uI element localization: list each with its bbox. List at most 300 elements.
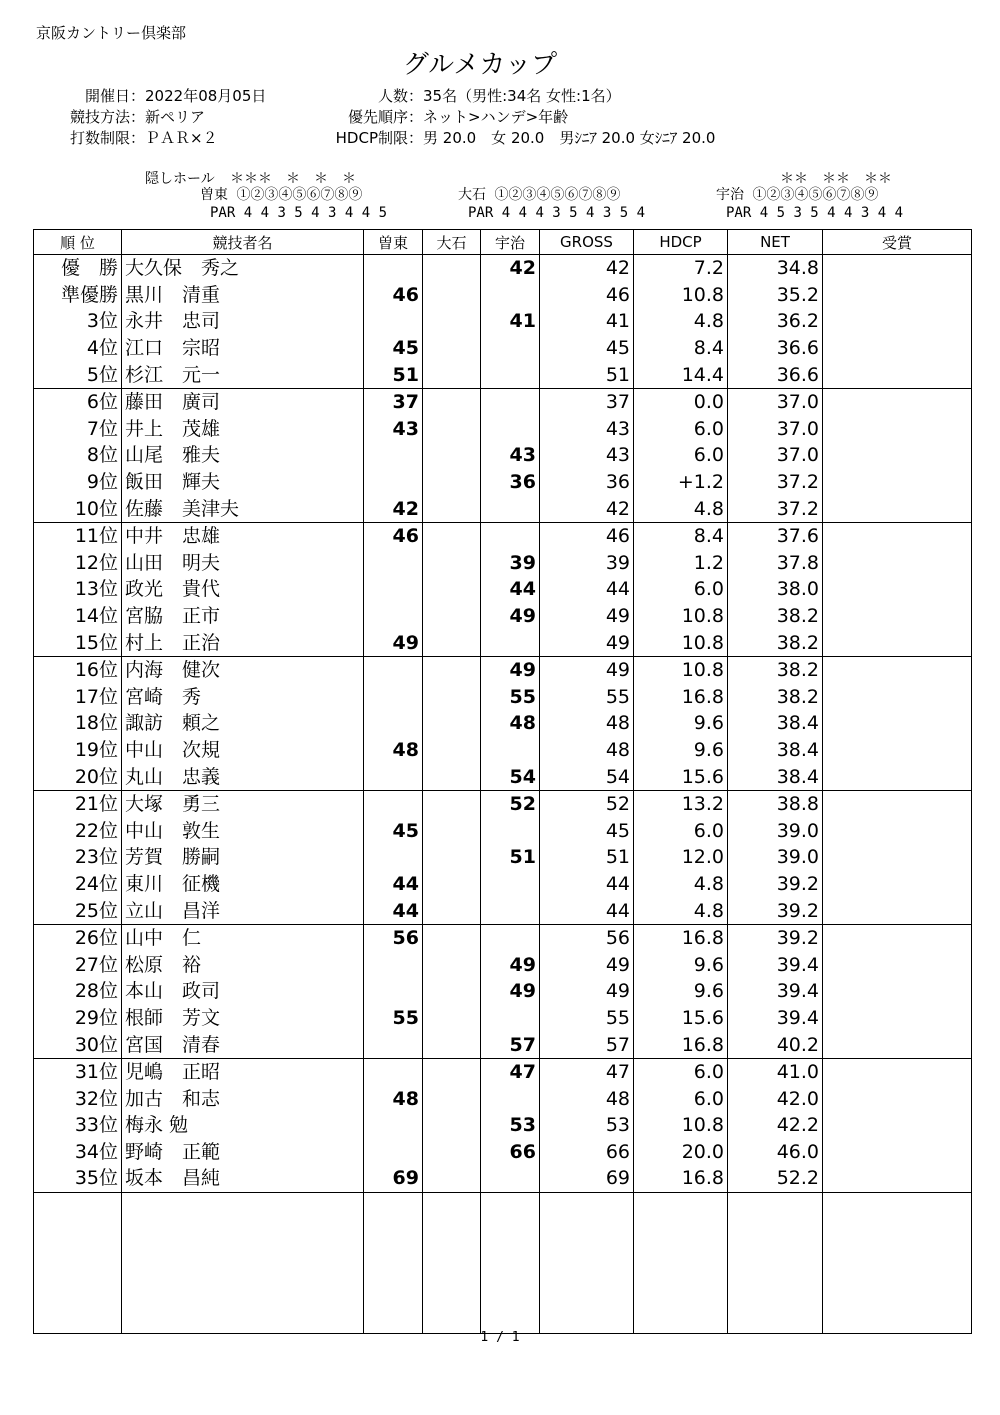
net-cell: 39.2 — [728, 924, 823, 951]
course-2-score — [423, 416, 481, 443]
award-cell — [823, 469, 972, 496]
name-cell: 山田 明夫 — [122, 550, 364, 577]
award-cell — [823, 335, 972, 362]
hdcp-cell: 9.6 — [634, 978, 728, 1005]
course-1-score — [364, 656, 423, 683]
gross-cell: 42 — [540, 495, 634, 522]
net-cell: 39.2 — [728, 897, 823, 924]
page-number: 1 / 1 — [480, 1330, 520, 1345]
rank-cell: 24位 — [34, 871, 122, 898]
hdcp-cell: 8.4 — [634, 522, 728, 549]
limit-label: 打数制限 — [69, 129, 130, 147]
award-cell — [823, 951, 972, 978]
hdcp-cell: 0.0 — [634, 388, 728, 415]
hdcp-cell: 8.4 — [634, 335, 728, 362]
course-3-score: 44 — [481, 576, 540, 603]
award-cell — [823, 576, 972, 603]
course-2-score — [423, 255, 481, 282]
rank-cell: 4位 — [34, 335, 122, 362]
hidden-hole-label: 隠しホール — [145, 171, 215, 187]
course-1-holes — [200, 187, 362, 203]
method-value: 新ペリア — [145, 108, 206, 126]
course-2-score — [423, 629, 481, 656]
name-cell: 村上 正治 — [122, 629, 364, 656]
award-cell — [823, 416, 972, 443]
course-3-score: 49 — [481, 978, 540, 1005]
net-cell: 38.4 — [728, 737, 823, 764]
course-1-hole-numbers: ①②③④⑤⑥⑦⑧⑨ — [236, 187, 363, 203]
course-2-score — [423, 442, 481, 469]
hdcp-cell: 9.6 — [634, 710, 728, 737]
table-row — [34, 897, 972, 924]
gross-cell: 37 — [540, 388, 634, 415]
info-left: 開催日：2022年08月05日 競技方法：新ペリア 打数制限：ＰＡＲ×２ — [48, 86, 266, 149]
award-cell — [823, 656, 972, 683]
rank-cell: 18位 — [34, 710, 122, 737]
course-3-score: 49 — [481, 951, 540, 978]
rank-cell: 10位 — [34, 495, 122, 522]
course-1-name: 曽東 — [200, 187, 228, 203]
net-cell: 37.0 — [728, 388, 823, 415]
course-2-holes — [458, 187, 620, 203]
course-1-score: 44 — [364, 897, 423, 924]
name-cell: 加古 和志 — [122, 1085, 364, 1112]
table-row — [34, 550, 972, 577]
table-row — [34, 790, 972, 817]
empty-cell — [364, 1192, 423, 1333]
course-2-score — [423, 737, 481, 764]
gross-cell: 49 — [540, 629, 634, 656]
name-cell: 中山 敦生 — [122, 817, 364, 844]
course-2-score — [423, 335, 481, 362]
name-cell: 児嶋 正昭 — [122, 1058, 364, 1085]
name-cell: 井上 茂雄 — [122, 416, 364, 443]
table-row — [34, 1031, 972, 1058]
course-2-par — [468, 205, 645, 221]
award-cell — [823, 550, 972, 577]
course-2-hole-numbers: ①②③④⑤⑥⑦⑧⑨ — [494, 187, 621, 203]
name-cell: 坂本 昌純 — [122, 1165, 364, 1192]
course-2-score — [423, 361, 481, 388]
course-3-score: 43 — [481, 442, 540, 469]
award-cell — [823, 1112, 972, 1139]
net-cell: 37.2 — [728, 469, 823, 496]
empty-cell — [634, 1192, 728, 1333]
hdcp-cell: 13.2 — [634, 790, 728, 817]
course-1-score — [364, 442, 423, 469]
table-row — [34, 1139, 972, 1166]
course-2-score — [423, 978, 481, 1005]
course-1-par-values: 4 4 3 5 4 3 4 4 5 — [243, 205, 388, 221]
gross-cell: 51 — [540, 844, 634, 871]
net-cell: 38.2 — [728, 603, 823, 630]
course-1-score: 46 — [364, 522, 423, 549]
count-value: 35名（男性:34名 女性:1名） — [423, 87, 621, 105]
rank-cell: 28位 — [34, 978, 122, 1005]
course-3-hole-numbers: ①②③④⑤⑥⑦⑧⑨ — [752, 187, 879, 203]
rank-cell: 13位 — [34, 576, 122, 603]
hdcp-limit-label: HDCP制限 — [335, 129, 408, 147]
name-cell: 飯田 輝夫 — [122, 469, 364, 496]
net-cell: 35.2 — [728, 282, 823, 309]
header-gross: GROSS — [540, 230, 634, 255]
gross-cell: 44 — [540, 871, 634, 898]
empty-cell — [423, 1192, 481, 1333]
table-row — [34, 656, 972, 683]
empty-cell — [728, 1192, 823, 1333]
course-2-score — [423, 522, 481, 549]
name-cell: 根師 芳文 — [122, 1005, 364, 1032]
course-3-par-label: PAR — [726, 205, 752, 221]
course-2-score — [423, 1112, 481, 1139]
hdcp-cell: 15.6 — [634, 763, 728, 790]
table-header — [34, 230, 972, 255]
course-2-score — [423, 1139, 481, 1166]
award-cell — [823, 737, 972, 764]
course-2-score — [423, 656, 481, 683]
course-1-score: 51 — [364, 361, 423, 388]
net-cell: 38.0 — [728, 576, 823, 603]
course-3-score — [481, 416, 540, 443]
award-cell — [823, 629, 972, 656]
course-3-score: 53 — [481, 1112, 540, 1139]
empty-cell — [540, 1192, 634, 1333]
net-cell: 39.4 — [728, 978, 823, 1005]
award-cell — [823, 603, 972, 630]
gross-cell: 49 — [540, 951, 634, 978]
empty-cell — [823, 1192, 972, 1333]
course-3-score: 52 — [481, 790, 540, 817]
gross-cell: 66 — [540, 1139, 634, 1166]
net-cell: 36.2 — [728, 308, 823, 335]
course-2-score — [423, 790, 481, 817]
course-2-score — [423, 1005, 481, 1032]
award-cell — [823, 710, 972, 737]
course-3-score: 66 — [481, 1139, 540, 1166]
table-row — [34, 442, 972, 469]
name-cell: 宮崎 秀 — [122, 684, 364, 711]
hdcp-cell: +1.2 — [634, 469, 728, 496]
rank-cell: 11位 — [34, 522, 122, 549]
rank-cell: 21位 — [34, 790, 122, 817]
table-row — [34, 361, 972, 388]
rank-cell: 30位 — [34, 1031, 122, 1058]
award-cell — [823, 388, 972, 415]
table-row — [34, 388, 972, 415]
hdcp-cell: 10.8 — [634, 656, 728, 683]
course-1-score — [364, 951, 423, 978]
course-1-par-label: PAR — [210, 205, 236, 221]
table-row — [34, 763, 972, 790]
name-cell: 佐藤 美津夫 — [122, 495, 364, 522]
award-cell — [823, 763, 972, 790]
course-1-score — [364, 790, 423, 817]
net-cell: 38.8 — [728, 790, 823, 817]
course-1-score — [364, 684, 423, 711]
net-cell: 38.2 — [728, 656, 823, 683]
course-2-score — [423, 282, 481, 309]
rank-cell: 35位 — [34, 1165, 122, 1192]
gross-cell: 45 — [540, 817, 634, 844]
rank-cell: 15位 — [34, 629, 122, 656]
table-row — [34, 817, 972, 844]
table-row — [34, 1005, 972, 1032]
net-cell: 38.4 — [728, 710, 823, 737]
course-2-par-label: PAR — [468, 205, 494, 221]
name-cell: 藤田 廣司 — [122, 388, 364, 415]
table-row — [34, 710, 972, 737]
hdcp-cell: 6.0 — [634, 416, 728, 443]
rank-cell: 23位 — [34, 844, 122, 871]
gross-cell: 54 — [540, 763, 634, 790]
hdcp-cell: 15.6 — [634, 1005, 728, 1032]
gross-cell: 46 — [540, 522, 634, 549]
course-3-score: 55 — [481, 684, 540, 711]
hdcp-cell: 6.0 — [634, 576, 728, 603]
course-2-score — [423, 469, 481, 496]
rank-cell: 32位 — [34, 1085, 122, 1112]
course-2-score — [423, 871, 481, 898]
gross-cell: 48 — [540, 737, 634, 764]
gross-cell: 56 — [540, 924, 634, 951]
hdcp-cell: 7.2 — [634, 255, 728, 282]
net-cell: 37.0 — [728, 416, 823, 443]
rank-cell: 34位 — [34, 1139, 122, 1166]
gross-cell: 44 — [540, 576, 634, 603]
award-cell — [823, 897, 972, 924]
net-cell: 39.0 — [728, 817, 823, 844]
course-3-score — [481, 737, 540, 764]
name-cell: 江口 宗昭 — [122, 335, 364, 362]
course-2-score — [423, 763, 481, 790]
course-1-par — [210, 205, 387, 221]
table-row — [34, 576, 972, 603]
course-3-score: 49 — [481, 603, 540, 630]
course-3-par — [726, 205, 903, 221]
course-3-score: 49 — [481, 656, 540, 683]
net-cell: 37.6 — [728, 522, 823, 549]
course-3-score — [481, 282, 540, 309]
course-2-score — [423, 684, 481, 711]
course-3-score: 41 — [481, 308, 540, 335]
course-3-score: 47 — [481, 1058, 540, 1085]
course-3-score — [481, 871, 540, 898]
course-1-score — [364, 978, 423, 1005]
gross-cell: 44 — [540, 897, 634, 924]
hdcp-cell: 6.0 — [634, 1058, 728, 1085]
rank-cell: 33位 — [34, 1112, 122, 1139]
gross-cell: 47 — [540, 1058, 634, 1085]
header-course-1: 曽東 — [364, 230, 423, 255]
hdcp-cell: 6.0 — [634, 442, 728, 469]
table-row — [34, 871, 972, 898]
hdcp-cell: 14.4 — [634, 361, 728, 388]
name-cell: 野崎 正範 — [122, 1139, 364, 1166]
course-1-score — [364, 469, 423, 496]
header-name: 競技者名 — [122, 230, 364, 255]
course-1-score: 49 — [364, 629, 423, 656]
count-label: 人数 — [377, 87, 408, 105]
course-1-score — [364, 603, 423, 630]
results-table — [33, 229, 972, 1334]
rank-cell: 7位 — [34, 416, 122, 443]
hdcp-cell: 9.6 — [634, 737, 728, 764]
gross-cell: 69 — [540, 1165, 634, 1192]
award-cell — [823, 1005, 972, 1032]
hdcp-cell: 16.8 — [634, 1165, 728, 1192]
table-row — [34, 978, 972, 1005]
name-cell: 杉江 元一 — [122, 361, 364, 388]
course-2-score — [423, 1165, 481, 1192]
rank-cell: 26位 — [34, 924, 122, 951]
table-row — [34, 1058, 972, 1085]
limit-value: ＰＡＲ×２ — [145, 129, 218, 147]
rank-cell: 5位 — [34, 361, 122, 388]
rank-cell: 14位 — [34, 603, 122, 630]
gross-cell: 55 — [540, 1005, 634, 1032]
award-cell — [823, 1085, 972, 1112]
course-3-score — [481, 1005, 540, 1032]
rank-cell: 9位 — [34, 469, 122, 496]
club-name: 京阪カントリー倶楽部 — [36, 24, 187, 42]
gross-cell: 43 — [540, 416, 634, 443]
course-1-score: 69 — [364, 1165, 423, 1192]
header-rank: 順 位 — [34, 230, 122, 255]
course-1-score — [364, 1031, 423, 1058]
hdcp-limit-value: 男 20.0 女 20.0 男ｼﾆｱ 20.0 女ｼﾆｱ 20.0 — [423, 129, 716, 147]
award-cell — [823, 522, 972, 549]
course-2-score — [423, 388, 481, 415]
net-cell: 39.4 — [728, 1005, 823, 1032]
award-cell — [823, 442, 972, 469]
hdcp-cell: 1.2 — [634, 550, 728, 577]
course-3-score: 54 — [481, 763, 540, 790]
name-cell: 山尾 雅夫 — [122, 442, 364, 469]
course-3-stars: ＊＊ ＊＊ ＊＊ — [780, 171, 892, 187]
rank-cell: 19位 — [34, 737, 122, 764]
name-cell: 大塚 勇三 — [122, 790, 364, 817]
name-cell: 丸山 忠義 — [122, 763, 364, 790]
name-cell: 宮脇 正市 — [122, 603, 364, 630]
gross-cell: 42 — [540, 255, 634, 282]
name-cell: 東川 征機 — [122, 871, 364, 898]
table-row — [34, 495, 972, 522]
award-cell — [823, 495, 972, 522]
course-3-score: 36 — [481, 469, 540, 496]
gross-cell: 41 — [540, 308, 634, 335]
course-3-score — [481, 388, 540, 415]
gross-cell: 43 — [540, 442, 634, 469]
rank-cell: 29位 — [34, 1005, 122, 1032]
course-3-score — [481, 335, 540, 362]
course-1-score: 48 — [364, 1085, 423, 1112]
hdcp-cell: 20.0 — [634, 1139, 728, 1166]
course-2-score — [423, 1031, 481, 1058]
hdcp-cell: 4.8 — [634, 897, 728, 924]
course-1-score: 45 — [364, 817, 423, 844]
net-cell: 41.0 — [728, 1058, 823, 1085]
table-row — [34, 282, 972, 309]
table-row — [34, 603, 972, 630]
award-cell — [823, 361, 972, 388]
course-2-score — [423, 951, 481, 978]
course-3-par-values: 4 5 3 5 4 4 3 4 4 — [759, 205, 904, 221]
name-cell: 中井 忠雄 — [122, 522, 364, 549]
course-1-score — [364, 1139, 423, 1166]
rank-cell: 20位 — [34, 763, 122, 790]
net-cell: 40.2 — [728, 1031, 823, 1058]
hdcp-cell: 4.8 — [634, 308, 728, 335]
course-1-score: 55 — [364, 1005, 423, 1032]
table-row — [34, 844, 972, 871]
award-cell — [823, 1031, 972, 1058]
name-cell: 本山 政司 — [122, 978, 364, 1005]
course-2-score — [423, 897, 481, 924]
course-2-par-values: 4 4 4 3 5 4 3 5 4 — [501, 205, 646, 221]
course-1-score — [364, 308, 423, 335]
table-row — [34, 629, 972, 656]
course-3-score — [481, 1085, 540, 1112]
award-cell — [823, 1058, 972, 1085]
table-row — [34, 335, 972, 362]
hdcp-cell: 12.0 — [634, 844, 728, 871]
gross-cell: 49 — [540, 603, 634, 630]
rank-cell: 3位 — [34, 308, 122, 335]
net-cell: 39.0 — [728, 844, 823, 871]
award-cell — [823, 684, 972, 711]
award-cell — [823, 255, 972, 282]
table-row — [34, 308, 972, 335]
gross-cell: 39 — [540, 550, 634, 577]
rank-cell: 優 勝 — [34, 255, 122, 282]
award-cell — [823, 308, 972, 335]
award-cell — [823, 978, 972, 1005]
rank-cell: 16位 — [34, 656, 122, 683]
table-row — [34, 951, 972, 978]
award-cell — [823, 817, 972, 844]
info-right: 人数：35名（男性:34名 女性:1名） 優先順序：ネット>ハンデ>年齢 HDCP制限：男 20.0 女 20.0 男ｼﾆｱ 20.0 女ｼﾆｱ 20.0 — [300, 86, 715, 149]
net-cell: 38.2 — [728, 684, 823, 711]
course-2-score — [423, 817, 481, 844]
award-cell — [823, 924, 972, 951]
rank-cell: 31位 — [34, 1058, 122, 1085]
course-3-score — [481, 924, 540, 951]
priority-label: 優先順序 — [347, 108, 408, 126]
net-cell: 38.2 — [728, 629, 823, 656]
course-3-name: 宇治 — [716, 187, 744, 203]
hdcp-cell: 4.8 — [634, 495, 728, 522]
gross-cell: 49 — [540, 656, 634, 683]
header-hdcp: HDCP — [634, 230, 728, 255]
course-1-score — [364, 550, 423, 577]
course-1-score — [364, 576, 423, 603]
net-cell: 34.8 — [728, 255, 823, 282]
table-row — [34, 737, 972, 764]
header-net: NET — [728, 230, 823, 255]
course-2-score — [423, 1085, 481, 1112]
net-cell: 46.0 — [728, 1139, 823, 1166]
date-value: 2022年08月05日 — [145, 87, 267, 105]
name-cell: 宮国 清春 — [122, 1031, 364, 1058]
course-3-score: 57 — [481, 1031, 540, 1058]
course-2-score — [423, 924, 481, 951]
rank-cell: 6位 — [34, 388, 122, 415]
rank-cell: 22位 — [34, 817, 122, 844]
course-2-score — [423, 576, 481, 603]
hdcp-cell: 6.0 — [634, 1085, 728, 1112]
net-cell: 37.2 — [728, 495, 823, 522]
course-1-score: 43 — [364, 416, 423, 443]
